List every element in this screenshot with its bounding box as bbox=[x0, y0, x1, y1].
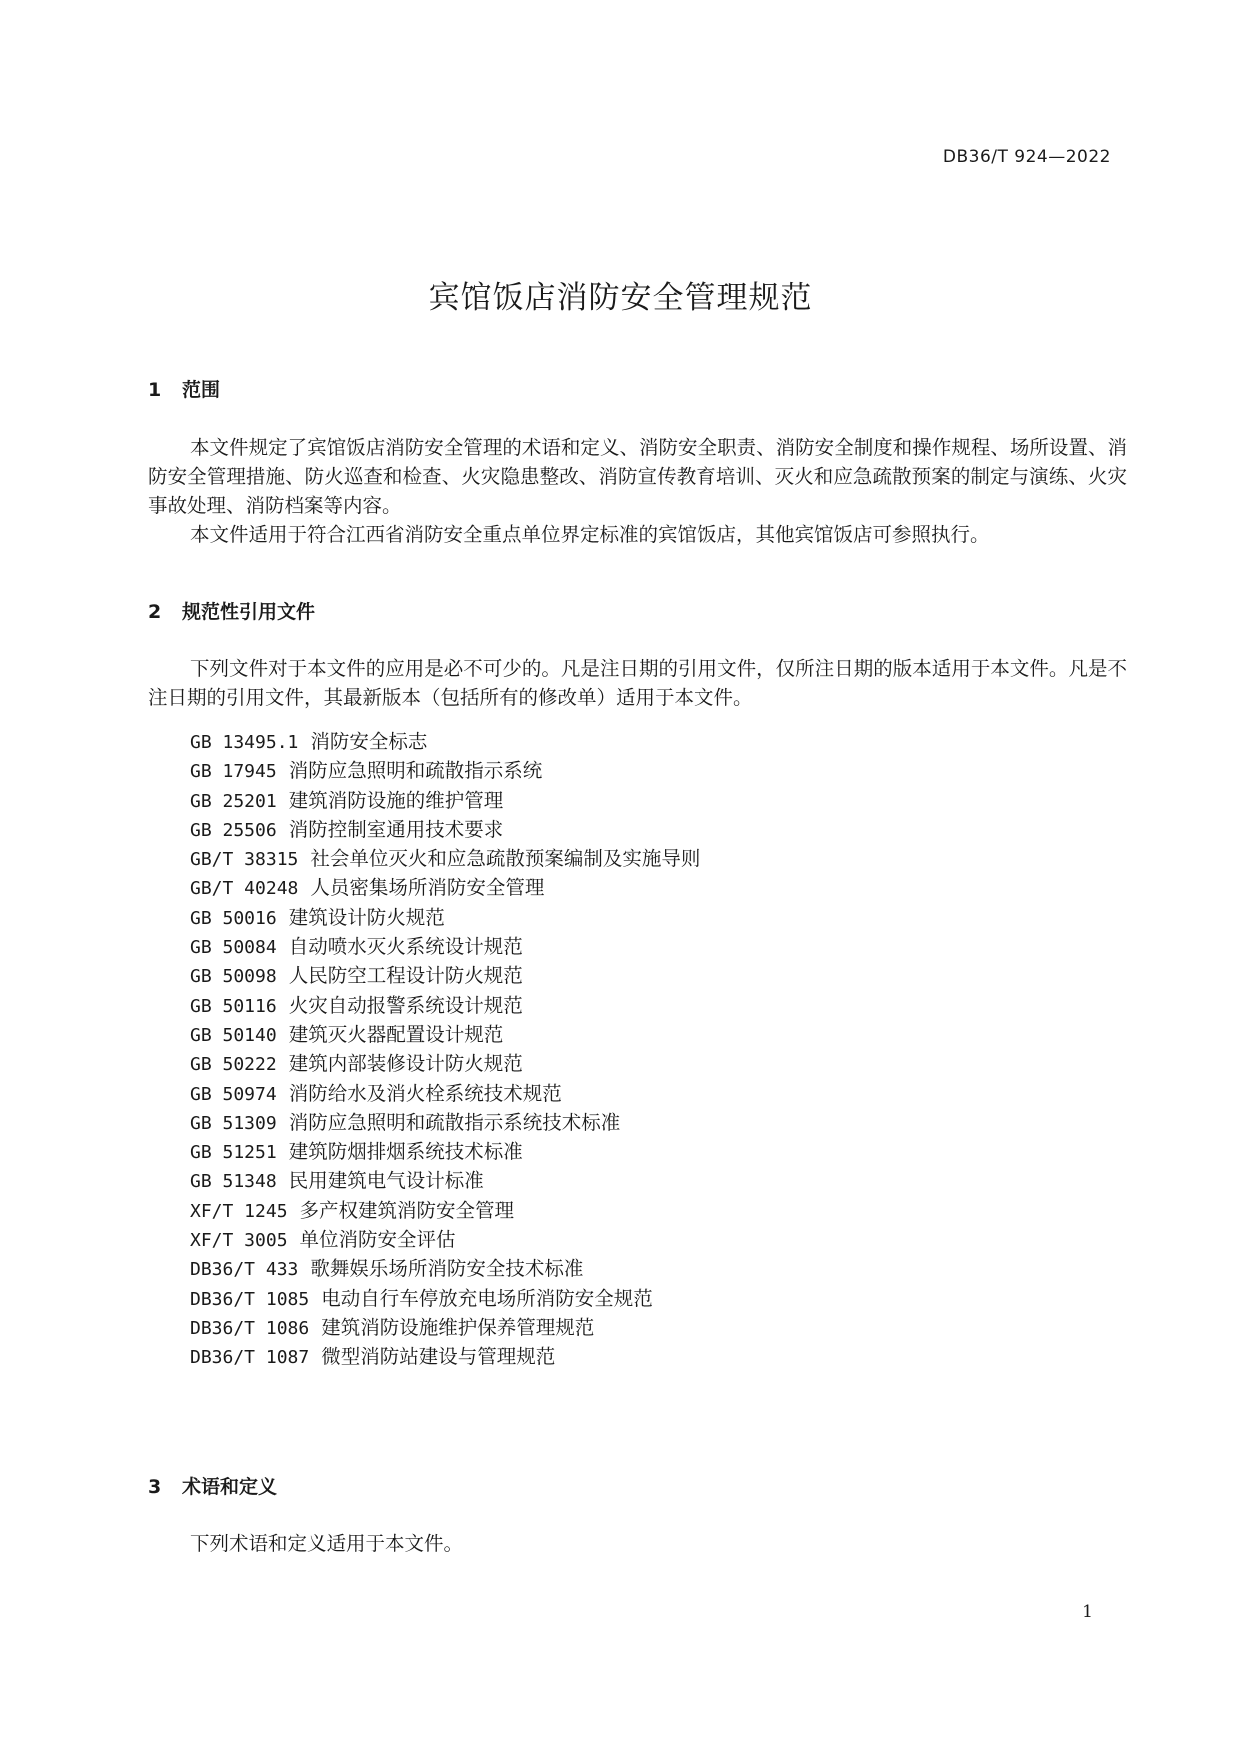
reference-code: DB36/T 1085 bbox=[190, 1288, 310, 1310]
section-2-heading bbox=[148, 597, 315, 624]
reference-code: GB 25201 bbox=[190, 790, 277, 812]
reference-code: GB 13495.1 bbox=[190, 732, 299, 753]
reference-name: 民用建筑电气设计标准 bbox=[288, 1169, 484, 1193]
reference-code: GB 50084 bbox=[190, 937, 277, 959]
reference-item bbox=[190, 815, 700, 844]
reference-code: GB 50140 bbox=[190, 1024, 277, 1046]
reference-item bbox=[190, 1254, 700, 1283]
reference-code: GB/T 38315 bbox=[190, 849, 299, 871]
reference-code: GB 51309 bbox=[190, 1112, 277, 1134]
reference-code: GB/T 40248 bbox=[190, 878, 299, 900]
reference-name: 自动喷水灭火系统设计规范 bbox=[288, 935, 523, 959]
reference-name: 建筑内部装修设计防火规范 bbox=[288, 1052, 523, 1076]
reference-name: 社会单位灭火和应急疏散预案编制及实施导则 bbox=[310, 847, 701, 871]
section-number: 3 bbox=[148, 1476, 162, 1498]
scope-paragraph-1: 本文件规定了宾馆饭店消防安全管理的术语和定义、消防安全职责、消防安全制度和操作规程、场所设置、消防安全管理措施、防火巡查和检查、火灾隐患整改、消防宣传教育培训、灭火和应急疏散预案的制定与演练、火灾事故处理、消防档案等内容。 bbox=[148, 436, 1127, 517]
section-title: 范围 bbox=[182, 379, 221, 401]
reference-name: 消防控制室通用技术要求 bbox=[288, 817, 504, 841]
reference-item bbox=[190, 844, 700, 873]
reference-code: GB 50116 bbox=[190, 995, 277, 1017]
reference-name: 人员密集场所消防安全管理 bbox=[310, 876, 545, 900]
reference-name: 歌舞娱乐场所消防安全技术标准 bbox=[310, 1257, 584, 1281]
reference-item bbox=[190, 1049, 700, 1078]
reference-name: 消防安全标志 bbox=[310, 730, 428, 753]
reference-name: 单位消防安全评估 bbox=[299, 1228, 456, 1252]
reference-item bbox=[190, 903, 700, 932]
reference-code: GB 50098 bbox=[190, 966, 277, 988]
reference-item bbox=[190, 1137, 700, 1166]
reference-item bbox=[190, 1108, 700, 1137]
reference-name: 消防给水及消火栓系统技术规范 bbox=[288, 1081, 562, 1105]
reference-item bbox=[190, 727, 700, 756]
reference-name: 建筑消防设施的维护管理 bbox=[288, 788, 504, 812]
reference-name: 建筑防烟排烟系统技术标准 bbox=[288, 1140, 523, 1164]
reference-name: 火灾自动报警系统设计规范 bbox=[288, 993, 523, 1017]
reference-item bbox=[190, 961, 700, 990]
reference-code: GB 50222 bbox=[190, 1054, 277, 1076]
reference-code: DB36/T 1087 bbox=[190, 1347, 310, 1369]
reference-name: 消防应急照明和疏散指示系统 bbox=[288, 759, 543, 783]
reference-item bbox=[190, 1196, 700, 1225]
reference-code: GB 51348 bbox=[190, 1171, 277, 1193]
reference-name: 人民防空工程设计防火规范 bbox=[288, 964, 523, 988]
reference-item bbox=[190, 1225, 700, 1254]
terms-intro: 下列术语和定义适用于本文件。 bbox=[190, 1532, 464, 1555]
reference-code: XF/T 1245 bbox=[190, 1200, 288, 1222]
reference-item bbox=[190, 756, 700, 785]
section-3-heading bbox=[148, 1472, 277, 1499]
reference-item bbox=[190, 1166, 700, 1195]
reference-code: GB 51251 bbox=[190, 1142, 277, 1164]
reference-name: 建筑灭火器配置设计规范 bbox=[288, 1022, 504, 1046]
section-1-heading bbox=[148, 375, 220, 402]
reference-name: 电动自行车停放充电场所消防安全规范 bbox=[321, 1286, 653, 1310]
reference-code: XF/T 3005 bbox=[190, 1230, 288, 1252]
section-number: 2 bbox=[148, 601, 162, 623]
reference-item bbox=[190, 786, 700, 815]
reference-name: 微型消防站建设与管理规范 bbox=[321, 1345, 556, 1369]
reference-code: GB 25506 bbox=[190, 819, 277, 841]
reference-name: 消防应急照明和疏散指示系统技术标准 bbox=[288, 1110, 621, 1134]
reference-code: GB 50016 bbox=[190, 907, 277, 929]
reference-code: DB36/T 1086 bbox=[190, 1317, 310, 1339]
reference-item bbox=[190, 991, 700, 1020]
section-number: 1 bbox=[148, 379, 162, 401]
reference-item bbox=[190, 873, 700, 902]
section-title: 规范性引用文件 bbox=[182, 601, 316, 623]
reference-item bbox=[190, 1342, 700, 1371]
reference-code: DB36/T 433 bbox=[190, 1259, 299, 1281]
references-intro: 下列文件对于本文件的应用是必不可少的。凡是注日期的引用文件，仅所注日期的版本适用于本文件。凡是不注日期的引用文件，其最新版本（包括所有的修改单）适用于本文件。 bbox=[148, 657, 1127, 709]
scope-paragraph-2: 本文件适用于符合江西省消防安全重点单位界定标准的宾馆饭店，其他宾馆饭店可参照执行。 bbox=[190, 523, 990, 546]
page-number: 1 bbox=[1082, 1602, 1093, 1622]
reference-name: 多产权建筑消防安全管理 bbox=[299, 1198, 515, 1222]
reference-item bbox=[190, 1313, 700, 1342]
section-title: 术语和定义 bbox=[182, 1476, 278, 1498]
reference-code: GB 17945 bbox=[190, 761, 277, 783]
reference-item bbox=[190, 1284, 700, 1313]
reference-item bbox=[190, 1020, 700, 1049]
document-code: DB36/T 924—2022 bbox=[942, 147, 1111, 167]
reference-list bbox=[190, 727, 700, 1372]
reference-name: 建筑设计防火规范 bbox=[288, 905, 445, 929]
reference-item bbox=[190, 1079, 700, 1108]
reference-name: 建筑消防设施维护保养管理规范 bbox=[321, 1315, 595, 1339]
reference-code: GB 50974 bbox=[190, 1083, 277, 1105]
reference-item bbox=[190, 932, 700, 961]
document-title: 宾馆饭店消防安全管理规范 bbox=[428, 280, 813, 316]
